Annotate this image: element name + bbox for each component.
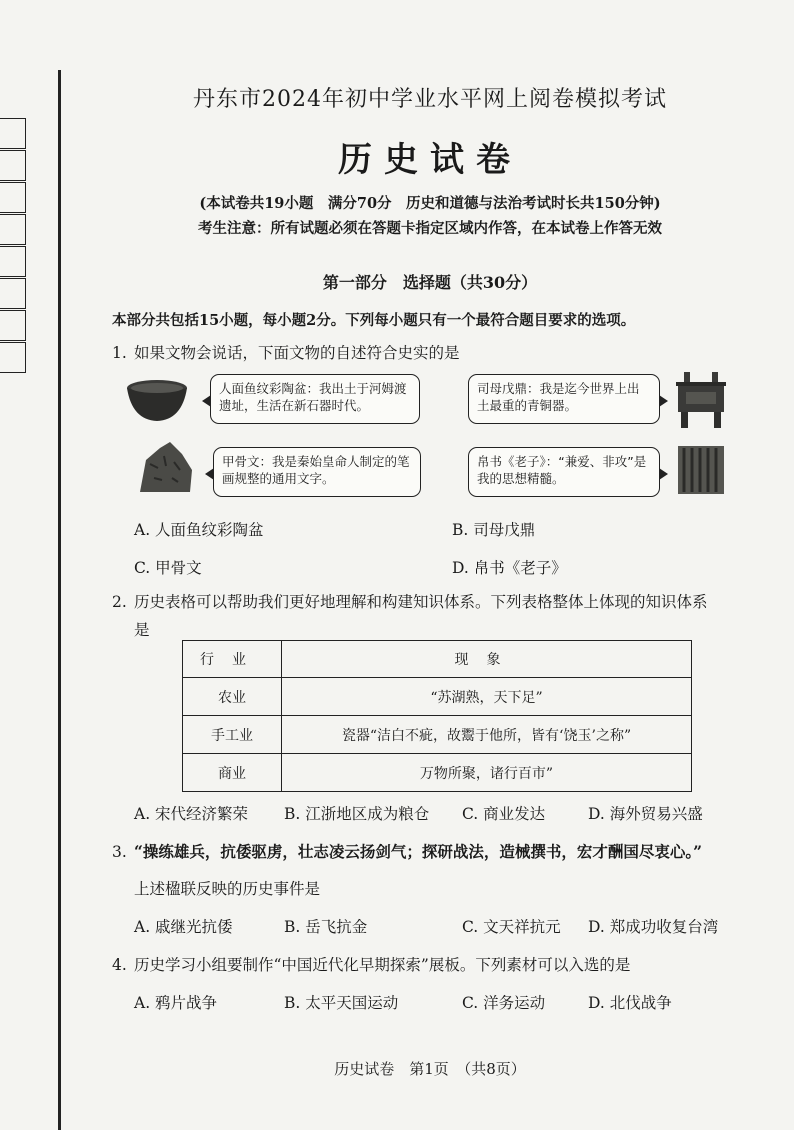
question-3-stem-continued: 上述楹联反映的历史事件是 (134, 880, 321, 898)
question-1 (112, 341, 460, 363)
q3-option-c[interactable]: C. 文天祥抗元 (462, 918, 561, 936)
part-title: 第一部分 选择题（共30分） (322, 273, 538, 292)
q1-option-c[interactable]: C. 甲骨文 (134, 559, 202, 577)
question-stem: 如果文物会说话，下面文物的自述符合史实的是 (134, 344, 460, 362)
table-row (183, 678, 692, 716)
table-header-phenomenon: 现象 (282, 641, 692, 678)
table-cell: “苏湖熟，天下足” (282, 678, 692, 716)
speech-bubble-pottery-basin: 人面鱼纹彩陶盆：我出土于河姆渡遗址，生活在新石器时代。 (210, 374, 420, 424)
silk-manuscript-image (676, 444, 726, 496)
table-header-row (183, 641, 692, 678)
exam-info: (本试卷共19小题 满分70分 历史和道德与法治考试时长共150分钟) (199, 195, 661, 212)
speech-bubble-simuwu-ding: 司母戊鼎：我是迄今世界上出土最重的青铜器。 (468, 374, 660, 424)
q3-option-d[interactable]: D. 郑成功收复台湾 (588, 918, 719, 936)
q1-option-a[interactable]: A. 人面鱼纹彩陶盆 (134, 521, 264, 539)
table-cell: 手工业 (183, 716, 282, 754)
table-row (183, 716, 692, 754)
q2-option-b[interactable]: B. 江浙地区成为粮仓 (284, 805, 430, 823)
question-number: 3. (112, 843, 127, 861)
speech-bubble-silk-laozi: 帛书《老子》：“兼爱、非攻”是我的思想精髓。 (468, 447, 660, 497)
q1-option-d[interactable]: D. 帛书《老子》 (452, 559, 567, 577)
q1-option-b[interactable]: B. 司母戊鼎 (452, 521, 536, 539)
binding-margin-boxes (0, 118, 26, 374)
q2-option-c[interactable]: C. 商业发达 (462, 805, 546, 823)
question-number: 2. (112, 593, 127, 611)
pottery-bowl-image (126, 378, 188, 422)
q4-option-a[interactable]: A. 鸦片战争 (134, 994, 218, 1012)
bronze-ding-image (668, 370, 734, 430)
q2-option-a[interactable]: A. 宋代经济繁荣 (134, 805, 249, 823)
speech-bubble-oracle-bone: 甲骨文：我是秦始皇命人制定的笔画规整的通用文字。 (213, 447, 421, 497)
question-2 (112, 590, 708, 612)
exam-title: 丹东市2024年初中学业水平网上阅卷模拟考试 (193, 87, 667, 112)
q3-option-a[interactable]: A. 戚继光抗倭 (134, 918, 233, 936)
q4-option-c[interactable]: C. 洋务运动 (462, 994, 546, 1012)
binding-line (58, 70, 61, 1130)
question-4 (112, 953, 630, 975)
question-stem: “操练雄兵，抗倭驱虏，壮志凌云扬剑气；探研战法，造械撰书，宏才酬国尽衷心。” (134, 842, 703, 861)
question-number: 1. (112, 344, 127, 362)
question-2-stem-continued: 是 (134, 621, 150, 639)
table-cell: 瓷器“洁白不疵，故鬻于他所，皆有‘饶玉’之称” (282, 716, 692, 754)
table-cell: 万物所聚，诸行百市” (282, 754, 692, 792)
table-header-industry: 行业 (183, 641, 282, 678)
part-instruction: 本部分共包括15小题，每小题2分。下列每小题只有一个最符合题目要求的选项。 (112, 312, 636, 329)
table-row (183, 754, 692, 792)
table-cell: 农业 (183, 678, 282, 716)
q4-option-b[interactable]: B. 太平天国运动 (284, 994, 399, 1012)
q4-option-d[interactable]: D. 北伐战争 (588, 994, 672, 1012)
question-stem: 历史表格可以帮助我们更好地理解和构建知识体系。下列表格整体上体现的知识体系 (134, 593, 708, 611)
question-number: 4. (112, 956, 127, 974)
table-cell: 商业 (183, 754, 282, 792)
question-stem: 历史学习小组要制作“中国近代化早期探索”展板。下列素材可以入选的是 (134, 956, 631, 974)
knowledge-table (182, 640, 692, 792)
q2-option-d[interactable]: D. 海外贸易兴盛 (588, 805, 703, 823)
q3-option-b[interactable]: B. 岳飞抗金 (284, 918, 368, 936)
subject-title: 历史试卷 (338, 140, 522, 180)
page-footer: 历史试卷 第1页 （共8页） (334, 1060, 526, 1078)
exam-notice: 考生注意：所有试题必须在答题卡指定区域内作答，在本试卷上作答无效 (198, 220, 662, 237)
question-3 (112, 840, 702, 862)
oracle-bone-image (136, 440, 196, 496)
